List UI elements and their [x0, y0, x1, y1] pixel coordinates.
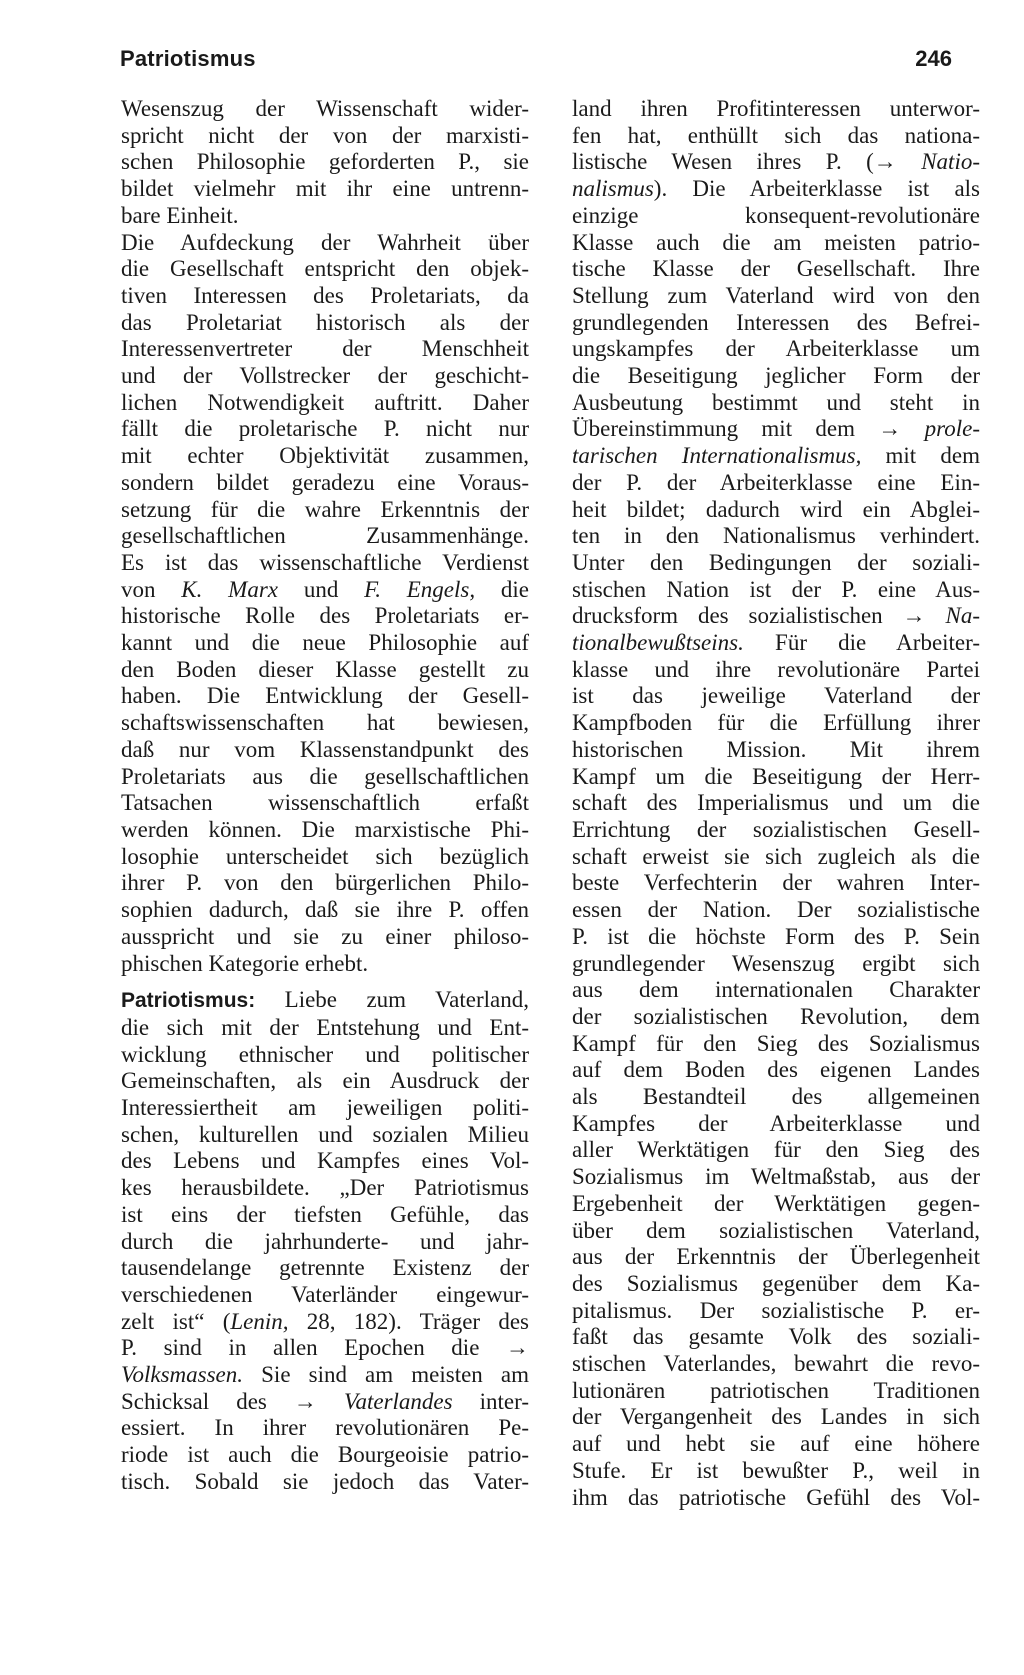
person-name: K. Marx: [181, 576, 279, 602]
text-line: historischen Mission. Mit ihrem: [572, 736, 980, 762]
text-line: des Lebens und Kampfes eines Vol-: [121, 1148, 529, 1174]
text-line: das Proletariat historisch als der: [121, 309, 529, 335]
cross-reference: Vaterlandes: [343, 1388, 453, 1414]
text-line: Die Aufdeckung der Wahrheit über: [121, 229, 529, 255]
text-line: lichen Notwendigkeit auftritt. Daher: [121, 389, 529, 415]
text-line: ungskampfes der Arbeiterklasse um: [572, 336, 980, 362]
text-line: auf dem Boden des eigenen Landes: [572, 1057, 980, 1083]
text-fragment: 28, 182). Träger des: [288, 1308, 529, 1334]
text-line: [121, 1309, 529, 1336]
text-fragment: drucksform des sozialistischen →: [572, 603, 946, 629]
text-line: [572, 416, 980, 443]
cross-reference: tarischen Internationalismus,: [572, 443, 862, 469]
text-line: haben. Die Entwicklung der Gesell-: [121, 683, 529, 709]
text-line: die Beseitigung jeglicher Form der: [572, 363, 980, 389]
text-line: auf und hebt sie auf eine höhere: [572, 1431, 980, 1457]
cross-reference: Natio-: [921, 149, 980, 175]
text-line: schaft des Imperialismus und um die: [572, 790, 980, 816]
text-line: stischen Nation ist der P. eine Aus-: [572, 576, 980, 602]
cross-reference: Na-: [945, 603, 980, 629]
text-line: wicklung ethnischer und politischer: [121, 1041, 529, 1067]
text-line: aus dem internationalen Charakter: [572, 977, 980, 1003]
text-line: Ausbeutung bestimmt und steht in: [572, 389, 980, 415]
text-line: spricht nicht der von der marxisti-: [121, 122, 529, 148]
text-line: als Bestandteil des allgemeinen: [572, 1084, 980, 1110]
text-line: beste Verfechterin der wahren Inter-: [572, 870, 980, 896]
text-line: [572, 443, 980, 470]
text-line: tische Klasse der Gesellschaft. Ihre: [572, 256, 980, 282]
text-line: Errichtung der sozialistischen Gesell-: [572, 816, 980, 842]
text-line: Klasse auch die am meisten patrio-: [572, 229, 980, 255]
text-line: Interessiertheit am jeweiligen politi-: [121, 1095, 529, 1121]
text-fragment: ). Die Arbeiterklasse ist als: [653, 176, 980, 202]
text-fragment: von: [121, 576, 182, 602]
text-line: essiert. In ihrer revolutionären Pe-: [121, 1415, 529, 1441]
text-line: Kampf um die Beseitigung der Herr-: [572, 763, 980, 789]
text-line: klasse und ihre revolutionäre Partei: [572, 656, 980, 682]
text-line: schen, kulturellen und sozialen Milieu: [121, 1121, 529, 1147]
text-fragment: und: [278, 576, 365, 602]
person-name: F. Engels,: [364, 576, 476, 602]
text-line: riode ist auch die Bourgeoisie patrio-: [121, 1442, 529, 1468]
cross-reference: tionalbewußtseins.: [572, 630, 744, 656]
right-column: [572, 96, 980, 1511]
text-line: der Vergangenheit des Landes in sich: [572, 1404, 980, 1430]
paragraph-truth: [121, 230, 529, 978]
text-fragment: inter-: [452, 1388, 529, 1414]
text-line: [121, 987, 529, 1015]
text-line: [121, 1389, 529, 1416]
text-line: die Gesellschaft entspricht den objek-: [121, 256, 529, 282]
text-line: [572, 149, 980, 176]
text-line: historische Rolle des Proletariats er-: [121, 603, 529, 629]
text-line: tisch. Sobald sie jedoch das Vater-: [121, 1468, 529, 1494]
text-line: Kampfes der Arbeiterklasse und: [572, 1110, 980, 1136]
text-line: verschiedenen Vaterländer eingewur-: [121, 1281, 529, 1307]
text-line: schaft erweist sie sich zugleich als die: [572, 843, 980, 869]
text-line: ausspricht und sie zu einer philoso-: [121, 923, 529, 949]
text-line: der P. der Arbeiterklasse eine Ein-: [572, 469, 980, 495]
cross-reference: nalismus: [572, 176, 654, 202]
text-line: [121, 577, 529, 604]
text-line: durch die jahrhunderte- und jahr-: [121, 1228, 529, 1254]
text-line: [572, 630, 980, 657]
text-line: tausendelange getrennte Existenz der: [121, 1255, 529, 1281]
running-head: [120, 46, 952, 76]
text-line: phischen Kategorie erhebt.: [121, 950, 369, 976]
text-line: aller Werktätigen für den Sieg des: [572, 1137, 980, 1163]
text-line: werden können. Die marxistische Phi-: [121, 816, 529, 842]
paragraph-continuation: [121, 96, 529, 230]
text-line: Kampf für den Sieg des Sozialismus: [572, 1030, 980, 1056]
text-line: setzung für die wahre Erkenntnis der: [121, 496, 529, 522]
text-line: Proletariats aus die gesellschaftlichen: [121, 763, 529, 789]
page-number: 246: [915, 46, 952, 71]
entry-lemma: Patriotismus:: [121, 989, 256, 1013]
text-line: ihm das patriotische Gefühl des Vol-: [572, 1484, 980, 1510]
text-line: des Sozialismus gegenüber dem Ka-: [572, 1270, 980, 1296]
text-line: kannt und die neue Philosophie auf: [121, 630, 529, 656]
text-line: losophie unterscheidet sich bezüglich: [121, 843, 529, 869]
text-line: Sozialismus im Weltmaßstab, aus der: [572, 1164, 980, 1190]
text-line: essen der Nation. Der sozialistische: [572, 897, 980, 923]
text-fragment: mit dem: [861, 443, 980, 469]
text-line: Stellung zum Vaterland wird von den: [572, 282, 980, 308]
text-line: kes herausbildete. „Der Patriotismus: [121, 1175, 529, 1201]
text-line: den Boden dieser Klasse gestellt zu: [121, 656, 529, 682]
text-line: einzige konsequent-revolutionäre: [572, 202, 980, 228]
text-line: bare Einheit.: [121, 202, 239, 228]
text-line: bildet vielmehr mit ihr eine untrenn-: [121, 176, 529, 202]
text-fragment: Übereinstimmung mit dem →: [572, 416, 925, 442]
text-fragment: Schicksal des →: [121, 1388, 344, 1414]
cross-reference: prole-: [924, 416, 980, 442]
text-line: lutionären patriotischen Traditionen: [572, 1377, 980, 1403]
text-line: [121, 1362, 529, 1389]
text-line: ten in den Nationalismus verhindert.: [572, 523, 980, 549]
text-line: Gemeinschaften, als ein Ausdruck der: [121, 1068, 529, 1094]
entry-continuation: [572, 96, 980, 1511]
text-fragment: Liebe zum Vaterland,: [255, 987, 529, 1013]
text-line: faßt das gesamte Volk des soziali-: [572, 1324, 980, 1350]
cross-reference: Volksmassen.: [121, 1362, 244, 1388]
text-line: schaftswissenschaften hat bewiesen,: [121, 710, 529, 736]
text-line: Kampfboden für die Erfüllung ihrer: [572, 710, 980, 736]
text-line: fen hat, enthüllt sich das nationa-: [572, 122, 980, 148]
text-line: daß nur vom Klassenstandpunkt des: [121, 736, 529, 762]
text-line: heit bildet; dadurch wird ein Abglei-: [572, 496, 980, 522]
text-line: Tatsachen wissenschaftlich erfaßt: [121, 790, 529, 816]
text-line: aus der Erkenntnis der Überlegenheit: [572, 1244, 980, 1270]
text-fragment: zelt ist“ (: [121, 1308, 231, 1334]
text-line: ist eins der tiefsten Gefühle, das: [121, 1201, 529, 1227]
text-line: P. ist die höchste Form des P. Sein: [572, 923, 980, 949]
text-line: tiven Interessen des Proletariats, da: [121, 282, 529, 308]
text-line: mit echter Objektivität zusammen,: [121, 443, 529, 469]
text-line: [572, 176, 980, 203]
text-line: fällt die proletarische P. nicht nur: [121, 416, 529, 442]
person-name: Lenin,: [230, 1308, 289, 1334]
text-line: stischen Vaterlandes, bewahrt die revo-: [572, 1351, 980, 1377]
text-line: der sozialistischen Revolution, dem: [572, 1003, 980, 1029]
text-line: P. sind in allen Epochen die →: [121, 1335, 529, 1361]
text-line: sophien dadurch, daß sie ihre P. offen: [121, 897, 529, 923]
text-fragment: Für die Arbeiter-: [743, 630, 980, 656]
running-title: Patriotismus: [120, 46, 256, 71]
text-line: gesellschaftlichen Zusammenhänge.: [121, 523, 529, 549]
text-line: Interessenvertreter der Menschheit: [121, 336, 529, 362]
text-fragment: Sie sind am meisten am: [243, 1362, 529, 1388]
text-line: ihrer P. von den bürgerlichen Philo-: [121, 870, 529, 896]
text-line: ist das jeweilige Vaterland der: [572, 683, 980, 709]
text-line: Unter den Bedingungen der soziali-: [572, 549, 980, 575]
entry-patriotismus: [121, 987, 529, 1495]
text-line: und der Vollstrecker der geschicht-: [121, 363, 529, 389]
text-line: die sich mit der Entstehung und Ent-: [121, 1014, 529, 1040]
text-line: pitalismus. Der sozialistische P. er-: [572, 1297, 980, 1323]
text-line: schen Philosophie geforderten P., sie: [121, 149, 529, 175]
text-line: Ergebenheit der Werktätigen gegen-: [572, 1190, 980, 1216]
text-line: Stufe. Er ist bewußter P., weil in: [572, 1457, 980, 1483]
text-line: sondern bildet geradezu eine Voraus-: [121, 469, 529, 495]
text-line: über dem sozialistischen Vaterland,: [572, 1217, 980, 1243]
text-line: grundlegender Wesenszug ergibt sich: [572, 950, 980, 976]
text-line: Es ist das wissenschaftliche Verdienst: [121, 549, 529, 575]
text-fragment: die: [475, 576, 529, 602]
text-line: land ihren Profitinteressen unterwor-: [572, 96, 980, 121]
text-fragment: listische Wesen ihres P. (→: [572, 149, 922, 175]
text-line: Wesenszug der Wissenschaft wider-: [121, 96, 529, 121]
left-column: [121, 96, 529, 1496]
text-line: grundlegenden Interessen des Befrei-: [572, 309, 980, 335]
text-line: [572, 603, 980, 630]
